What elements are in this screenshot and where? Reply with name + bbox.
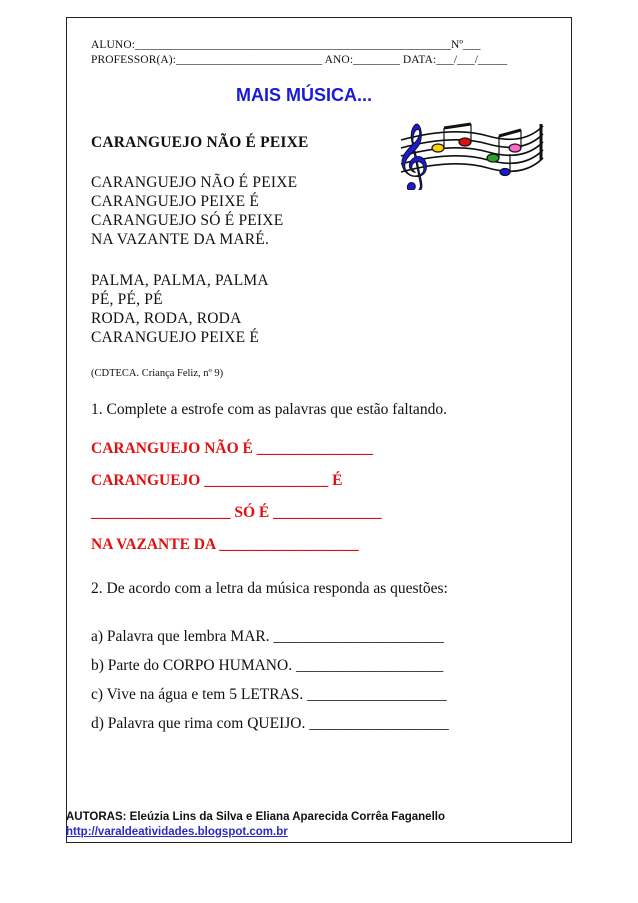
lyric-line: PALMA, PALMA, PALMA — [91, 272, 269, 289]
song-source: (CDTECA. Criança Feliz, nº 9) — [91, 368, 224, 379]
page-title: MAIS MÚSICA... — [236, 85, 373, 105]
lyric-line: CARANGUEJO NÃO É PEIXE — [91, 174, 298, 191]
lyric-line: CARANGUEJO PEIXE É — [91, 193, 260, 210]
answer-item: c) Vive na água e tem 5 LETRAS. __________________ — [91, 686, 447, 703]
blog-link[interactable]: http://varaldeatividades.blogspot.com.br — [66, 826, 288, 838]
lyric-line: RODA, RODA, RODA — [91, 310, 242, 327]
student-line: ALUNO:______________________________________________________Nº___ — [91, 39, 481, 51]
lyric-line: CARANGUEJO PEIXE É — [91, 329, 260, 346]
lyric-line: PÉ, PÉ, PÉ — [91, 291, 163, 308]
lyric-line: CARANGUEJO SÓ É PEIXE — [91, 212, 284, 229]
question-2-prompt: 2. De acordo com a letra da música responda as questões: — [91, 580, 448, 597]
teacher-line: PROFESSOR(A):_________________________ ANO:________ DATA:___/___/_____ — [91, 54, 508, 66]
song-heading: CARANGUEJO NÃO É PEIXE — [91, 134, 309, 151]
question-1-prompt: 1. Complete a estrofe com as palavras que estão faltando. — [91, 401, 447, 418]
fill-in-line: NA VAZANTE DA __________________ — [91, 536, 359, 553]
music-notes-icon — [385, 100, 540, 190]
lyric-line: NA VAZANTE DA MARÉ. — [91, 231, 270, 248]
answer-item: d) Palavra que rima com QUEIJO. __________________ — [91, 715, 449, 732]
answer-item: b) Parte do CORPO HUMANO. ___________________ — [91, 657, 444, 674]
authors-credit: AUTORAS: Eleúzia Lins da Silva e Eliana Aparecida Corrêa Faganello — [66, 811, 445, 823]
svg-text:𝄞: 𝄞 — [395, 122, 430, 190]
fill-in-line: CARANGUEJO ________________ É — [91, 472, 343, 489]
fill-in-line: __________________ SÓ É ______________ — [91, 504, 382, 521]
fill-in-line: CARANGUEJO NÃO É _______________ — [91, 440, 374, 457]
answer-item: a) Palavra que lembra MAR. ______________________ — [91, 628, 444, 645]
